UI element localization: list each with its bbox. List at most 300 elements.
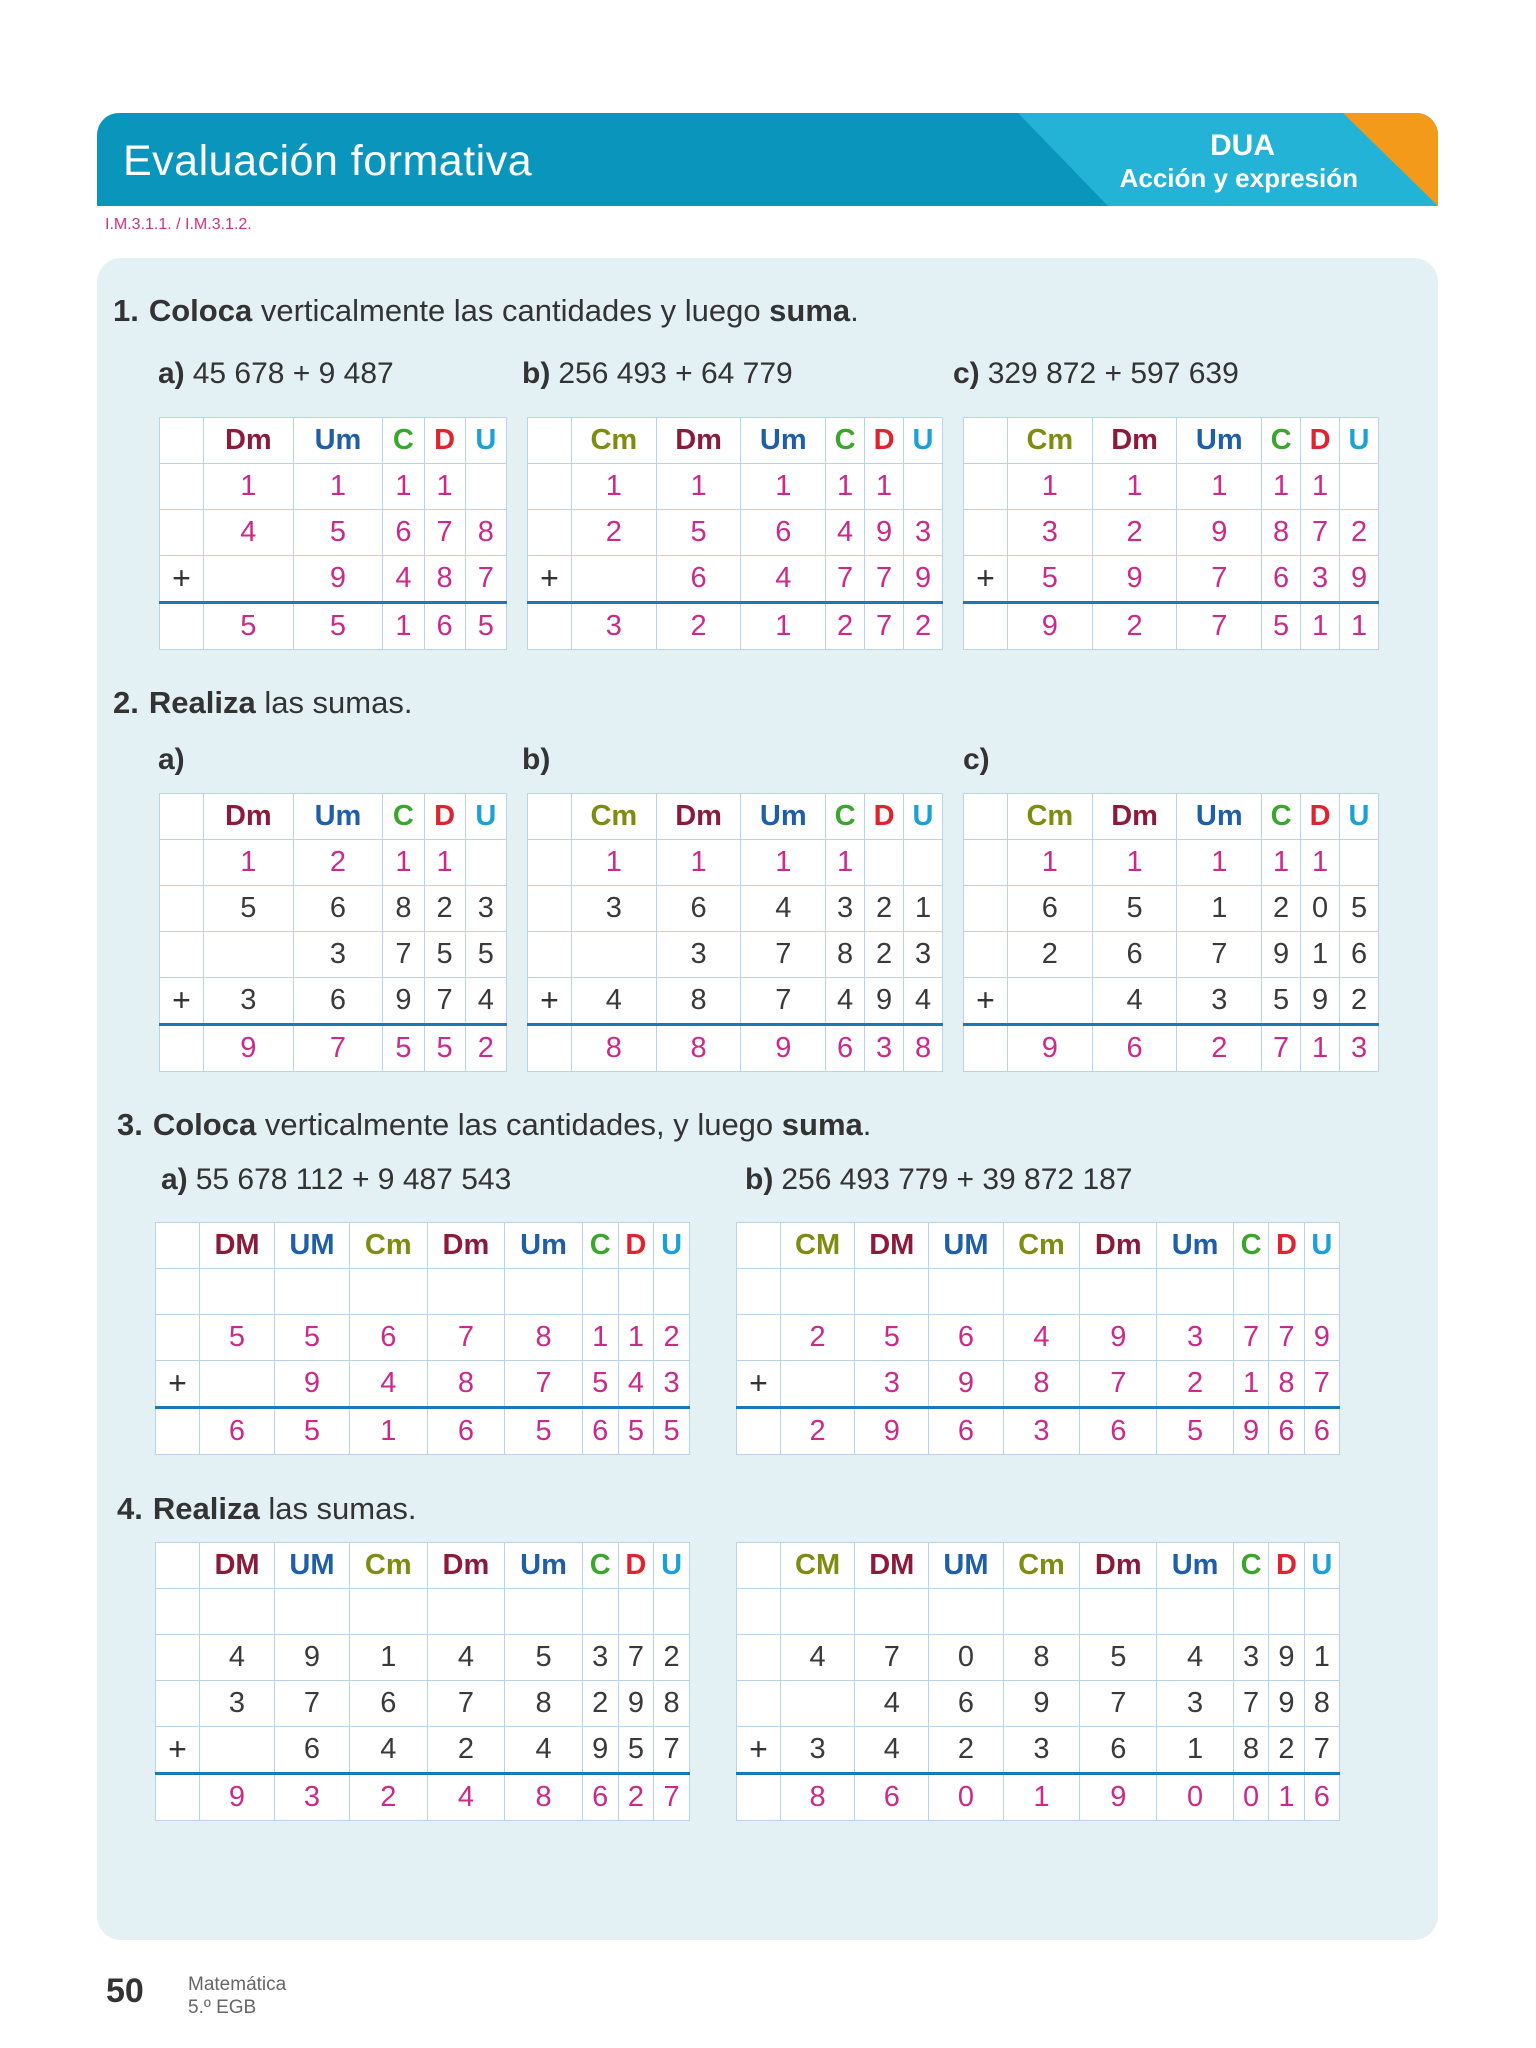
digit-cell: 3: [1301, 556, 1340, 603]
digit-cell: 6: [826, 1025, 865, 1072]
digit-cell: 2: [929, 1727, 1003, 1774]
digit-cell: 1: [383, 464, 424, 510]
digit-cell: 8: [383, 886, 424, 932]
digit-cell: 7: [1301, 510, 1340, 556]
item-label: a): [158, 357, 185, 390]
digit-cell: 4: [826, 978, 865, 1025]
digit-cell: 8: [1003, 1635, 1080, 1681]
place-value-header: C: [383, 418, 424, 464]
digit-cell: 3: [1340, 1025, 1379, 1072]
digit-cell: 2: [654, 1315, 690, 1361]
digit-cell: 1: [1008, 840, 1093, 886]
digit-cell: 6: [1269, 1408, 1304, 1455]
digit-cell: 3: [274, 1774, 349, 1821]
digit-cell: 1: [383, 840, 424, 886]
place-value-header: Um: [741, 418, 826, 464]
addend-row: [156, 1681, 690, 1727]
place-value-header: Dm: [204, 794, 294, 840]
digit-cell: 2: [582, 1681, 618, 1727]
digit-cell: 8: [826, 932, 865, 978]
digit-cell: 8: [1269, 1361, 1304, 1408]
item-expression: 329 872 + 597 639: [987, 357, 1239, 390]
digit-cell: [465, 464, 506, 510]
place-value-header: U: [904, 794, 943, 840]
digit-cell: 3: [582, 1635, 618, 1681]
place-value-header: C: [1262, 418, 1301, 464]
digit-cell: 1: [656, 464, 741, 510]
digit-cell: [1157, 1269, 1234, 1315]
item-label: b): [522, 357, 551, 390]
digit-cell: 1: [1233, 1361, 1268, 1408]
digit-cell: 5: [505, 1635, 583, 1681]
digit-cell: 1: [349, 1635, 427, 1681]
digit-cell: 5: [656, 510, 741, 556]
digit-cell: 2: [826, 603, 865, 650]
digit-cell: 6: [349, 1315, 427, 1361]
digit-cell: 9: [274, 1635, 349, 1681]
digit-cell: 8: [781, 1774, 855, 1821]
place-value-header: Dm: [656, 794, 741, 840]
digit-cell: 5: [654, 1408, 690, 1455]
digit-cell: 4: [1003, 1315, 1080, 1361]
digit-cell: 3: [904, 932, 943, 978]
digit-cell: 1: [741, 603, 826, 650]
operator-cell: [964, 840, 1008, 886]
question-punct: .: [850, 293, 859, 328]
digit-cell: 1: [1262, 840, 1301, 886]
addend-row: [528, 510, 943, 556]
operator-cell: [156, 1774, 200, 1821]
digit-cell: 7: [1262, 1025, 1301, 1072]
digit-cell: 4: [505, 1727, 583, 1774]
item-label: c): [953, 357, 980, 390]
digit-cell: [349, 1589, 427, 1635]
place-value-header: C: [383, 794, 424, 840]
digit-cell: 3: [654, 1361, 690, 1408]
digit-cell: 7: [465, 556, 506, 603]
digit-cell: 9: [1003, 1681, 1080, 1727]
question-1: [113, 293, 859, 329]
digit-cell: 8: [465, 510, 506, 556]
place-value-header: C: [582, 1223, 618, 1269]
digit-cell: [618, 1589, 654, 1635]
digit-cell: 7: [1080, 1361, 1157, 1408]
digit-cell: [1003, 1589, 1080, 1635]
digit-cell: 4: [1157, 1635, 1234, 1681]
digit-cell: 0: [929, 1774, 1003, 1821]
digit-cell: 6: [1080, 1408, 1157, 1455]
digit-cell: [1008, 978, 1093, 1025]
digit-cell: 9: [1092, 556, 1177, 603]
plus-sign: +: [964, 556, 1008, 603]
sum-result-row: [160, 1025, 507, 1072]
place-value-header: U: [654, 1543, 690, 1589]
addition-grid-q1c: [963, 417, 1379, 650]
digit-cell: 6: [582, 1408, 618, 1455]
addend-row: [160, 978, 507, 1025]
addition-grid-q2c: [963, 793, 1379, 1072]
digit-cell: 6: [1340, 932, 1379, 978]
digit-cell: 7: [1233, 1681, 1268, 1727]
digit-cell: 0: [1157, 1774, 1234, 1821]
digit-cell: 5: [1008, 556, 1093, 603]
q1-b-prompt: [522, 357, 793, 391]
addend-row: [964, 932, 1379, 978]
digit-cell: [505, 1589, 583, 1635]
digit-cell: 6: [1262, 556, 1301, 603]
digit-cell: [865, 840, 904, 886]
digit-cell: 4: [1092, 978, 1177, 1025]
digit-cell: 5: [293, 603, 383, 650]
digit-cell: 3: [293, 932, 383, 978]
operator-cell: [964, 510, 1008, 556]
digit-cell: 1: [741, 464, 826, 510]
digit-cell: 1: [1008, 464, 1093, 510]
addend-row: [160, 886, 507, 932]
digit-cell: 9: [1008, 603, 1093, 650]
digit-cell: 7: [1233, 1315, 1268, 1361]
digit-cell: 7: [1177, 556, 1262, 603]
digit-cell: 1: [741, 840, 826, 886]
digit-cell: [582, 1589, 618, 1635]
digit-cell: 3: [1157, 1315, 1234, 1361]
place-value-header: Um: [505, 1543, 583, 1589]
digit-cell: [200, 1361, 275, 1408]
item-expression: 45 678 + 9 487: [192, 357, 394, 390]
question-number: 1.: [113, 293, 139, 328]
digit-cell: 7: [1080, 1681, 1157, 1727]
digit-cell: [200, 1269, 275, 1315]
place-value-header: Dm: [204, 418, 294, 464]
operator-cell: [160, 886, 204, 932]
sum-result-row: [964, 1025, 1379, 1072]
digit-cell: 5: [1340, 886, 1379, 932]
place-value-header: Um: [293, 794, 383, 840]
digit-cell: 4: [200, 1635, 275, 1681]
digit-cell: 4: [904, 978, 943, 1025]
digit-cell: 1: [582, 1315, 618, 1361]
operator-cell: [156, 1408, 200, 1455]
item-expression: 256 493 + 64 779: [558, 357, 793, 390]
operator-cell: [737, 1269, 781, 1315]
digit-cell: 1: [1340, 603, 1379, 650]
place-value-header: D: [1301, 794, 1340, 840]
sum-result-row: [528, 603, 943, 650]
digit-cell: 6: [929, 1315, 1003, 1361]
place-value-header: Cm: [349, 1223, 427, 1269]
question-punct: .: [862, 1107, 872, 1142]
digit-cell: 3: [200, 1681, 275, 1727]
digit-cell: 9: [1233, 1408, 1268, 1455]
digit-cell: 1: [826, 464, 865, 510]
digit-cell: 2: [572, 510, 657, 556]
digit-cell: [427, 1269, 505, 1315]
digit-cell: 7: [1177, 603, 1262, 650]
grid-corner-cell: [528, 794, 572, 840]
digit-cell: 3: [1003, 1408, 1080, 1455]
digit-cell: 7: [383, 932, 424, 978]
place-value-header: D: [865, 418, 904, 464]
digit-cell: 4: [826, 510, 865, 556]
place-value-header: Cm: [572, 418, 657, 464]
digit-cell: [781, 1361, 855, 1408]
digit-cell: 4: [427, 1774, 505, 1821]
digit-cell: [855, 1589, 929, 1635]
digit-cell: [904, 464, 943, 510]
digit-cell: 4: [618, 1361, 654, 1408]
digit-cell: [1003, 1269, 1080, 1315]
digit-cell: 0: [1301, 886, 1340, 932]
question-2: [113, 685, 412, 721]
digit-cell: 3: [855, 1361, 929, 1408]
digit-cell: 1: [1269, 1774, 1304, 1821]
addend-row: [528, 978, 943, 1025]
digit-cell: 1: [204, 464, 294, 510]
digit-cell: 6: [855, 1774, 929, 1821]
place-value-header: C: [826, 794, 865, 840]
plus-sign: +: [156, 1727, 200, 1774]
q2-a-label: [158, 743, 193, 777]
digit-cell: 4: [465, 978, 506, 1025]
place-value-header: U: [465, 418, 506, 464]
digit-cell: 5: [618, 1727, 654, 1774]
grid-header-row: [528, 418, 943, 464]
digit-cell: 4: [572, 978, 657, 1025]
digit-cell: [1157, 1589, 1234, 1635]
addend-row: [737, 1681, 1340, 1727]
sum-result-row: [156, 1408, 690, 1455]
digit-cell: 8: [654, 1681, 690, 1727]
question-verb: Realiza: [152, 1491, 260, 1526]
digit-cell: 3: [826, 886, 865, 932]
digit-cell: [781, 1681, 855, 1727]
digit-cell: 1: [865, 464, 904, 510]
digit-cell: 6: [656, 886, 741, 932]
digit-cell: 2: [1340, 510, 1379, 556]
digit-cell: 9: [865, 510, 904, 556]
digit-cell: 5: [1262, 978, 1301, 1025]
digit-cell: 1: [1301, 840, 1340, 886]
carry-row: [737, 1589, 1340, 1635]
digit-cell: 9: [1080, 1315, 1157, 1361]
digit-cell: 0: [929, 1635, 1003, 1681]
addend-row: [156, 1361, 690, 1408]
digit-cell: 9: [1177, 510, 1262, 556]
grid-header-row: [964, 418, 1379, 464]
digit-cell: 9: [1304, 1315, 1339, 1361]
digit-cell: [618, 1269, 654, 1315]
digit-cell: 5: [618, 1408, 654, 1455]
operator-cell: [160, 464, 204, 510]
place-value-header: UM: [274, 1543, 349, 1589]
place-value-header: Um: [1157, 1543, 1234, 1589]
digit-cell: 1: [293, 464, 383, 510]
digit-cell: 2: [1092, 603, 1177, 650]
addend-row: [964, 978, 1379, 1025]
addend-row: [737, 1315, 1340, 1361]
digit-cell: 9: [383, 978, 424, 1025]
plus-sign: +: [156, 1361, 200, 1408]
operator-cell: [737, 1589, 781, 1635]
digit-cell: 1: [826, 840, 865, 886]
operator-cell: [964, 932, 1008, 978]
digit-cell: [582, 1269, 618, 1315]
place-value-header: D: [424, 794, 465, 840]
digit-cell: [204, 556, 294, 603]
footer-grade: 5.º EGB: [188, 1997, 257, 2018]
place-value-header: D: [618, 1543, 654, 1589]
digit-cell: 3: [572, 886, 657, 932]
indicator-code: I.M.3.1.1. / I.M.3.1.2.: [105, 216, 252, 233]
addend-row: [737, 1361, 1340, 1408]
place-value-header: Cm: [572, 794, 657, 840]
place-value-header: UM: [929, 1223, 1003, 1269]
question-verb-2: suma: [769, 293, 851, 328]
digit-cell: 8: [1003, 1361, 1080, 1408]
digit-cell: 2: [293, 840, 383, 886]
digit-cell: 1: [1177, 886, 1262, 932]
dua-subtitle: Acción y expresión: [1119, 163, 1358, 193]
digit-cell: 5: [1092, 886, 1177, 932]
digit-cell: 6: [274, 1727, 349, 1774]
digit-cell: [505, 1269, 583, 1315]
digit-cell: 7: [654, 1727, 690, 1774]
operator-cell: [160, 510, 204, 556]
operator-cell: [528, 932, 572, 978]
digit-cell: 8: [572, 1025, 657, 1072]
digit-cell: 7: [274, 1681, 349, 1727]
digit-cell: [904, 840, 943, 886]
digit-cell: 2: [1092, 510, 1177, 556]
digit-cell: 9: [865, 978, 904, 1025]
digit-cell: [200, 1589, 275, 1635]
operator-cell: [160, 932, 204, 978]
digit-cell: 7: [424, 978, 465, 1025]
digit-cell: 5: [204, 603, 294, 650]
digit-cell: 6: [293, 978, 383, 1025]
digit-cell: [274, 1589, 349, 1635]
digit-cell: 6: [929, 1408, 1003, 1455]
digit-cell: 2: [781, 1315, 855, 1361]
question-verb-2: suma: [781, 1107, 863, 1142]
digit-cell: 5: [582, 1361, 618, 1408]
digit-cell: 1: [383, 603, 424, 650]
digit-cell: 7: [855, 1635, 929, 1681]
digit-cell: 2: [1157, 1361, 1234, 1408]
digit-cell: 4: [741, 556, 826, 603]
question-verb: Coloca: [148, 293, 253, 328]
place-value-header: CM: [781, 1223, 855, 1269]
q3-b-prompt: [745, 1163, 1133, 1197]
place-value-header: D: [865, 794, 904, 840]
digit-cell: 9: [1080, 1774, 1157, 1821]
operator-cell: [156, 1681, 200, 1727]
grid-corner-cell: [737, 1223, 781, 1269]
q2-c-label: [963, 743, 998, 777]
operator-cell: [964, 603, 1008, 650]
q2-b-label: [522, 743, 558, 777]
digit-cell: 3: [204, 978, 294, 1025]
question-text: las sumas.: [259, 1491, 417, 1526]
digit-cell: 4: [741, 886, 826, 932]
place-value-header: D: [1269, 1543, 1304, 1589]
digit-cell: 8: [427, 1361, 505, 1408]
addition-grid-q1b: [527, 417, 943, 650]
place-value-header: D: [424, 418, 465, 464]
carry-row: [160, 840, 507, 886]
place-value-header: Cm: [1003, 1223, 1080, 1269]
digit-cell: 4: [349, 1361, 427, 1408]
digit-cell: [1340, 464, 1379, 510]
digit-cell: [204, 932, 294, 978]
digit-cell: 3: [1008, 510, 1093, 556]
digit-cell: 6: [349, 1681, 427, 1727]
digit-cell: 1: [1301, 932, 1340, 978]
operator-cell: [528, 510, 572, 556]
operator-cell: [964, 1025, 1008, 1072]
digit-cell: 5: [465, 603, 506, 650]
digit-cell: 1: [618, 1315, 654, 1361]
header-banner: [97, 113, 1438, 206]
digit-cell: 1: [1262, 464, 1301, 510]
place-value-header: U: [904, 418, 943, 464]
digit-cell: 1: [1304, 1635, 1339, 1681]
place-value-header: U: [1304, 1223, 1339, 1269]
digit-cell: 7: [427, 1681, 505, 1727]
digit-cell: 4: [427, 1635, 505, 1681]
place-value-header: C: [1233, 1223, 1268, 1269]
digit-cell: 9: [855, 1408, 929, 1455]
grid-corner-cell: [964, 794, 1008, 840]
addend-row: [160, 556, 507, 603]
digit-cell: 9: [582, 1727, 618, 1774]
digit-cell: [1233, 1269, 1268, 1315]
digit-cell: 7: [424, 510, 465, 556]
grid-header-row: [737, 1543, 1340, 1589]
digit-cell: 9: [1008, 1025, 1093, 1072]
item-expression: 55 678 112 + 9 487 543: [195, 1163, 512, 1196]
digit-cell: 1: [1157, 1727, 1234, 1774]
digit-cell: 1: [204, 840, 294, 886]
place-value-header: Um: [293, 418, 383, 464]
place-value-header: UM: [929, 1543, 1003, 1589]
operator-cell: [528, 1025, 572, 1072]
plus-sign: +: [160, 978, 204, 1025]
operator-cell: [528, 886, 572, 932]
digit-cell: [427, 1589, 505, 1635]
digit-cell: [349, 1269, 427, 1315]
digit-cell: 8: [1262, 510, 1301, 556]
operator-cell: [528, 840, 572, 886]
carry-row: [964, 464, 1379, 510]
digit-cell: 7: [741, 932, 826, 978]
digit-cell: 7: [293, 1025, 383, 1072]
digit-cell: 8: [505, 1774, 583, 1821]
digit-cell: 6: [427, 1408, 505, 1455]
page-title: Evaluación formativa: [123, 137, 533, 185]
place-value-header: Dm: [427, 1223, 505, 1269]
digit-cell: 6: [1304, 1408, 1339, 1455]
digit-cell: 3: [904, 510, 943, 556]
place-value-header: U: [1304, 1543, 1339, 1589]
plus-sign: +: [528, 978, 572, 1025]
place-value-header: Um: [505, 1223, 583, 1269]
digit-cell: 4: [855, 1681, 929, 1727]
digit-cell: 5: [274, 1408, 349, 1455]
place-value-header: Dm: [1092, 418, 1177, 464]
digit-cell: 2: [781, 1408, 855, 1455]
operator-cell: [737, 1408, 781, 1455]
